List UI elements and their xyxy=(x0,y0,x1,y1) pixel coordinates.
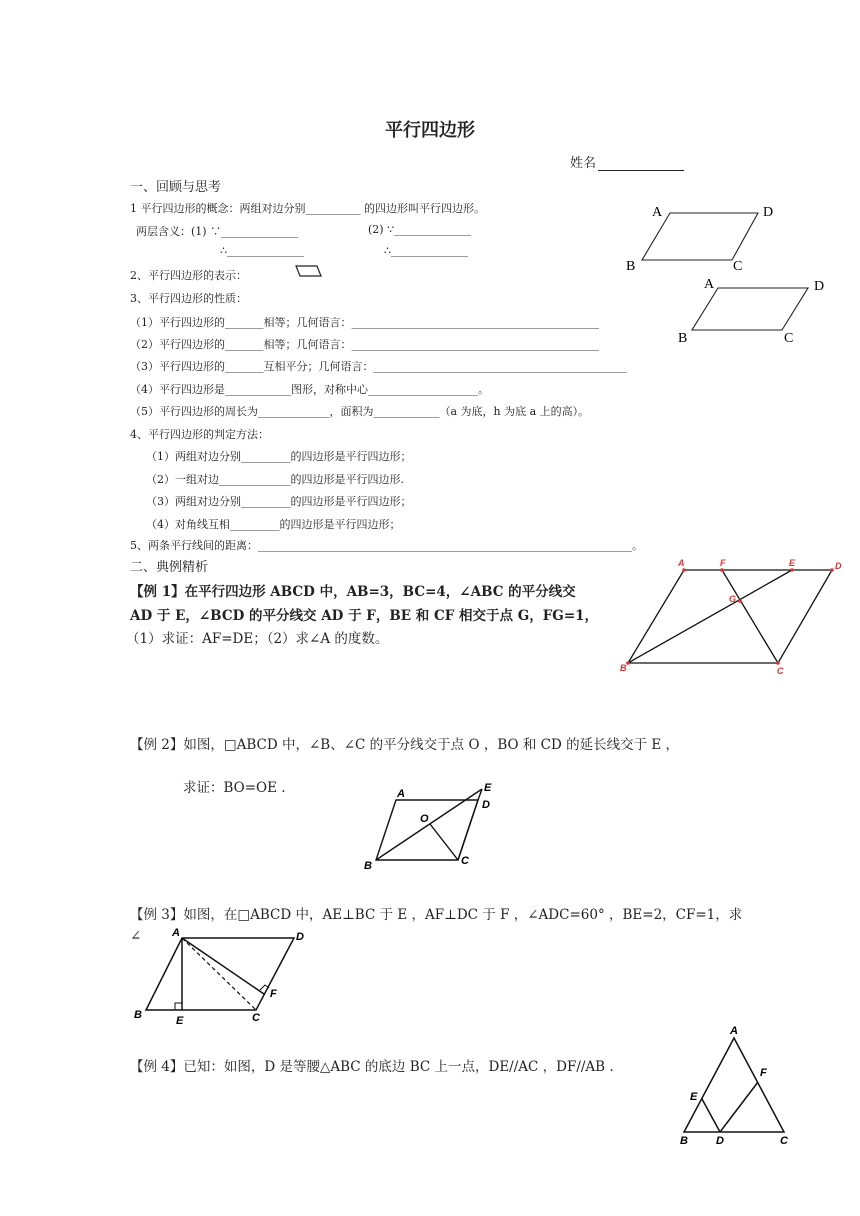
therefore-line-a: ∴______________ xyxy=(220,244,304,257)
criterion-4: （4）对角线互相_________的四边形是平行四边形； xyxy=(146,518,401,531)
ex2-label-e: E xyxy=(484,782,492,794)
ex3-label-e: E xyxy=(176,1015,184,1027)
ex2-label-b: B xyxy=(364,860,372,872)
section2-heading: 二、典例精析 xyxy=(130,560,209,575)
example3-line1: 【例 3】如图，在□ABCD 中，AE⊥BC 于 E ，AF⊥DC 于 F ，∠ADC=60° ，BE=2，CF=1，求 xyxy=(130,907,743,923)
name-field[interactable] xyxy=(570,152,684,171)
ex4-label-e: E xyxy=(690,1091,698,1103)
page-title: 平行四边形 xyxy=(385,120,475,141)
distance-line: 5、两条平行线间的距离：____________________________________________________________________。 xyxy=(130,539,643,552)
ex2-label-o: O xyxy=(420,813,429,825)
property-3: （3）平行四边形的_______互相平分；几何语言：______________________________________________ xyxy=(130,360,627,373)
ex2-label-c: C xyxy=(461,855,469,867)
property-2: （2）平行四边形的_______相等；几何语言：_____________________________________________ xyxy=(130,338,599,351)
example1-line2: AD 于 E，∠BCD 的平分线交 AD 于 F，BE 和 CF 相交于点 G，FG=1， xyxy=(130,608,599,624)
name-underline xyxy=(598,158,684,171)
property-1: （1）平行四边形的_______相等；几何语言：_____________________________________________ xyxy=(130,316,599,329)
name-label: 姓名 xyxy=(570,156,597,171)
ex3-label-f: F xyxy=(270,988,277,1000)
notation-line: 2、平行四边形的表示： xyxy=(130,269,247,282)
example3-line2: ∠ xyxy=(130,928,142,944)
fig2-label-d: D xyxy=(814,279,825,294)
criterion-3: （3）两组对边分别_________的四边形是平行四边形； xyxy=(146,495,412,508)
ex3-label-b: B xyxy=(134,1009,142,1021)
fig1-label-d: D xyxy=(763,205,774,220)
ex4-label-d: D xyxy=(716,1135,724,1147)
fig1-label-a: A xyxy=(652,205,663,220)
example1-line1: 【例 1】在平行四边形 ABCD 中，AB=3，BC=4，∠ABC 的平分线交 xyxy=(130,584,576,600)
example1-figure xyxy=(616,556,846,680)
ex2-label-a: A xyxy=(397,788,405,800)
section1-heading: 一、回顾与思考 xyxy=(130,180,222,195)
ex1-label-f: F xyxy=(720,558,726,568)
ex4-label-a: A xyxy=(730,1025,738,1037)
meaning-line-b: (2) ∵______________ xyxy=(368,223,472,236)
ex4-label-b: B xyxy=(680,1135,688,1147)
meaning-line-a: 两层含义：(1) ∵______________ xyxy=(136,225,299,238)
ex1-label-c: C xyxy=(777,666,784,676)
ex1-label-g: G xyxy=(729,594,737,604)
property-4: （4）平行四边形是____________图形，对称中心____________________。 xyxy=(130,383,489,396)
fig2-label-a: A xyxy=(704,277,715,292)
ex1-label-e: E xyxy=(789,558,796,568)
example3-figure xyxy=(128,924,318,1030)
fig2-label-b: B xyxy=(678,331,688,346)
criterion-1: （1）两组对边分别_________的四边形是平行四边形； xyxy=(146,450,412,463)
ex3-label-c: C xyxy=(252,1012,260,1024)
fig1-label-c: C xyxy=(733,259,743,274)
ex4-label-c: C xyxy=(780,1135,788,1147)
example2-line2: 求证：BO=OE . xyxy=(183,780,286,796)
example2-line1: 【例 2】如图，□ABCD 中，∠B、∠C 的平分线交于点 O ，BO 和 CD 的延长线交于 E ， xyxy=(130,737,680,753)
ex3-label-d: D xyxy=(296,931,304,943)
example4-line1: 【例 4】已知：如图，D 是等腰△ABC 的底边 BC 上一点，DE//AC ，DF//AB . xyxy=(130,1059,614,1075)
example4-figure xyxy=(672,1022,802,1150)
criterion-2: （2）一组对边_____________的四边形是平行四边形. xyxy=(146,473,404,486)
ex1-label-d: D xyxy=(835,561,842,571)
ex3-label-a: A xyxy=(172,927,180,939)
parallelogram-figure-2 xyxy=(672,272,842,352)
parallelogram-symbol-icon xyxy=(294,264,324,278)
properties-heading: 3、平行四边形的性质： xyxy=(130,292,247,305)
ex4-label-f: F xyxy=(760,1067,767,1079)
property-5: （5）平行四边形的周长为_____________，面积为____________（a 为底，h 为底 a 上的高）。 xyxy=(130,405,590,418)
fig1-label-b: B xyxy=(626,259,636,274)
criteria-heading: 4、平行四边形的判定方法： xyxy=(130,428,269,441)
therefore-line-b: ∴______________ xyxy=(384,244,468,257)
ex1-label-a: A xyxy=(678,558,685,568)
ex1-label-b: B xyxy=(620,663,627,673)
fig2-label-c: C xyxy=(784,331,794,346)
ex2-label-d: D xyxy=(482,799,490,811)
concept-line: 1 平行四边形的概念：两组对边分别__________ 的四边形叫平行四边形。 xyxy=(130,202,485,215)
example1-line3: （1）求证：AF=DE；（2）求∠A 的度数。 xyxy=(126,631,389,647)
parallelogram-figure-1 xyxy=(618,198,788,278)
example2-figure xyxy=(360,776,510,872)
